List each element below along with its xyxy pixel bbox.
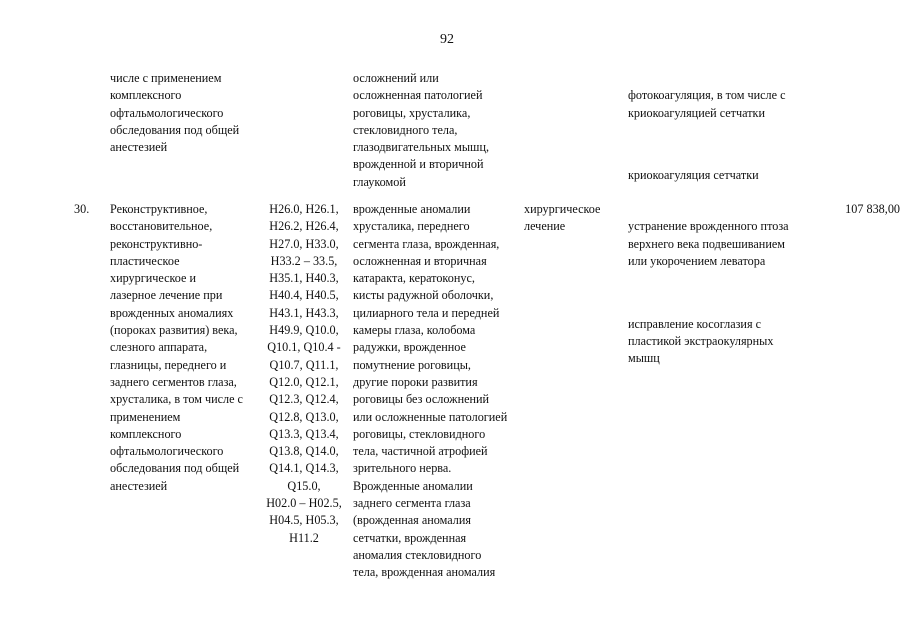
cell-methods xyxy=(628,201,814,385)
method-item: исправление косоглазия с пластикой экстраокулярных мышц xyxy=(628,316,774,366)
cell-model: врожденные аномалии хрусталика, переднего сегмента глаза, врожденная, осложненная и вторичная катаракта, кератоконус, кисты радужной оболочки, цилиарного тела и передней камеры глаза, колобома радужки, врожденное помутнение роговицы, другие пороки развития роговицы без осложнений или осложненные патологией роговицы, стекловидного тела, частичной атрофией зрительного нерва. Врожденные аномалии заднего сегмента глаза (врожденная аномалия сетчатки, врожденная аномалия стекловидного тела, врожденная аномалия xyxy=(353,202,508,580)
method-item: криокоагуляция сетчатки xyxy=(628,168,759,183)
cell-codes: H26.0, H26.1, H26.2, H26.4, H27.0, H33.0, H33.2 – 33.5, H35.1, H40.3, H40.4, H40.5, H43.1, H43.3, H49.9, Q10.0, Q10.1, Q10.4 - Q10.7, Q11.1, Q12.0, Q12.1, Q12.3, Q12.4, Q12.8, Q13.0, Q13.3, Q13.4, Q13.8, Q14.0, Q14.1, Q14.3, Q15.0, H02.0 – H02.5, H04.5, H05.3, H11.2 xyxy=(266,202,342,545)
method-item: фотокоагуляция, в том числе с криокоагуляцией сетчатки xyxy=(628,88,786,120)
cell-model-continued: осложнений или осложненная патологией роговицы, хрусталика, стекловидного тела, глазодвигательных мышц, врожденной и вторичной глаукомой xyxy=(353,71,490,189)
cell-name-continued: числе с применением комплексного офтальмологического обследования под общей анестезией xyxy=(110,71,240,155)
method-item: устранение врожденного птоза верхнего века подвешиванием или укорочением леватора xyxy=(628,219,789,268)
cell-treatment-type: хирургическое лечение xyxy=(524,202,601,234)
row-number: 30. xyxy=(74,202,90,216)
cell-name: Реконструктивное, восстановительное, реконструктивно- пластическое хирургическое и лазерное лечение при врожденных аномалиях (пороках развития) века, слезного аппарата, глазницы, переднего и заднего сегментов глаза, хрусталика, в том числе с применением комплексного офтальмологического обследования под общей анестезией xyxy=(110,202,243,493)
cell-methods-continued xyxy=(628,70,814,202)
cell-price: 107 838,00 xyxy=(845,202,900,216)
page-number: 92 xyxy=(440,32,454,47)
